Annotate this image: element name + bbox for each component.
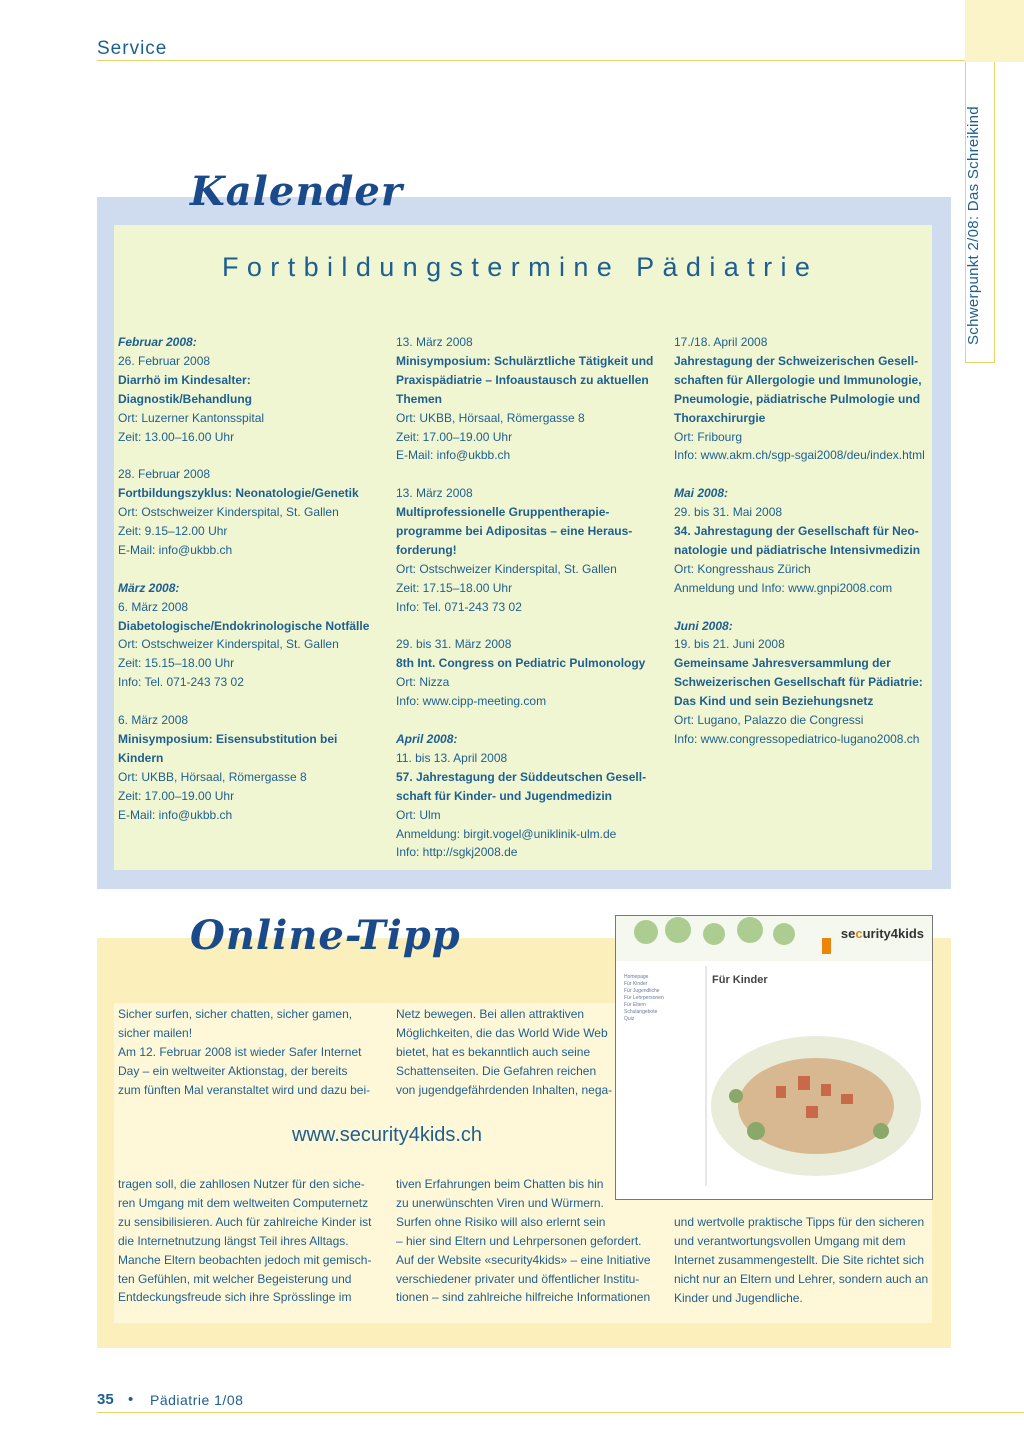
event-title-line: 34. Jahrestagung der Gesellschaft für Neo- (674, 524, 919, 539)
event-detail-line: Zeit: 17.00–19.00 Uhr (396, 429, 513, 444)
event-title-line: Gemeinsame Jahresversammlung der (674, 656, 891, 671)
event-title-line: Diabetologische/Endokrinologische Notfälle (118, 618, 370, 633)
text-line: Am 12. Februar 2008 ist wieder Safer Internet (118, 1044, 362, 1059)
event-detail-line: Zeit: 17.00–19.00 Uhr (118, 788, 235, 803)
text-line: bietet, hat es bekanntlich auch seine (396, 1044, 591, 1059)
text-line: und wertvolle praktische Tipps für den sicheren (674, 1215, 925, 1229)
event-detail-line: Ort: Ostschweizer Kinderspital, St. Gallen (118, 637, 339, 652)
text-line: zu unerwünschten Viren und Würmern. (396, 1195, 604, 1210)
screenshot-nav-item: Für Lehrpersonen (624, 995, 664, 1001)
event-detail-line: E-Mail: info@ukbb.ch (118, 542, 233, 557)
event-detail-line: Zeit: 17.15–18.00 Uhr (396, 580, 513, 595)
screenshot-nav-item: Quiz (624, 1016, 635, 1022)
online-body-col-2 (396, 1175, 651, 1307)
spacer (396, 617, 653, 636)
event-detail-line: Info: Tel. 071-243 73 02 (118, 675, 244, 690)
event-detail-line: 6. März 2008 (118, 599, 189, 614)
text-line: verschiedener privater und öffentlicher Institu- (396, 1271, 640, 1286)
event-title-line: Praxispädiatrie – Infoaustausch zu aktuellen (396, 372, 649, 387)
event-detail-line: Ort: Lugano, Palazzo die Congressi (674, 713, 864, 728)
event-detail-line: Ort: Kongresshaus Zürich (674, 561, 811, 576)
text-line: und verantwortungsvollen Umgang mit dem (674, 1233, 906, 1248)
event-detail-line: 13. März 2008 (396, 486, 473, 501)
calendar-column-2 (396, 333, 653, 862)
month-heading: März 2008: (118, 580, 180, 595)
event-detail-line: Anmeldung: birgit.vogel@uniklinik-ulm.de (396, 826, 617, 841)
text-line: tionen – sind zahlreiche hilfreiche Informationen (396, 1290, 651, 1305)
spacer (118, 560, 369, 579)
header-rule (97, 60, 1024, 61)
event-title-line: Diarrhö im Kindesalter: (118, 372, 251, 387)
text-line: Sicher surfen, sicher chatten, sicher gamen, (118, 1007, 353, 1021)
text-line: Manche Eltern beobachten jedoch mit gemisch- (118, 1252, 372, 1267)
text-line: Schattenseiten. Die Gefahren reichen (396, 1063, 597, 1078)
event-title-line: Thoraxchirurgie (674, 410, 766, 425)
spacer (118, 446, 369, 465)
screenshot-logo: security4kids (840, 926, 924, 941)
event-detail-line: Ort: Ostschweizer Kinderspital, St. Gallen (118, 505, 339, 520)
event-title-line: Diagnostik/Behandlung (118, 391, 253, 406)
event-title-line: Pneumologie, pädiatrische Pulmologie und (674, 391, 921, 406)
footer-bullet: • (128, 1391, 134, 1408)
month-heading: Juni 2008: (674, 618, 733, 633)
section-label: Service (97, 38, 168, 59)
screenshot-nav-item: Für Eltern (624, 1002, 646, 1008)
text-line: Netz bewegen. Bei allen attraktiven (396, 1007, 585, 1021)
text-line: ren Umgang mit dem weltweiten Computernetz (118, 1195, 369, 1210)
page-number: 35 (97, 1391, 114, 1408)
text-line: von jugendgefährdenden Inhalten, nega- (396, 1082, 613, 1097)
text-line: Kinder und Jugendliche. (674, 1290, 803, 1305)
text-line: Möglichkeiten, die das World Wide Web (396, 1025, 608, 1040)
event-detail-line: Ort: Ostschweizer Kinderspital, St. Gallen (396, 561, 617, 576)
kalender-subtitle: Fortbildungstermine Pädiatrie (222, 252, 819, 282)
event-detail-line: 29. bis 31. März 2008 (396, 637, 512, 652)
event-detail-line: E-Mail: info@ukbb.ch (118, 807, 233, 822)
kalender-title: Kalender (190, 168, 403, 215)
text-line: die Internetnutzung längst Teil ihres Alltags. (118, 1233, 349, 1248)
online-body-col-3 (674, 1213, 928, 1308)
event-detail-line: Info: www.congressopediatrico-lugano2008.ch (674, 732, 920, 746)
event-detail-line: 11. bis 13. April 2008 (396, 750, 508, 765)
screenshot-nav (624, 974, 704, 1023)
text-line: sicher mailen! (118, 1025, 193, 1040)
spacer (674, 598, 925, 617)
side-tab (965, 0, 1024, 62)
spacer (118, 692, 369, 711)
text-line: zu sensibilisieren. Auch für zahlreiche Kinder ist (118, 1214, 372, 1229)
website-screenshot (615, 915, 933, 1200)
event-title-line: Jahrestagung der Schweizerischen Gesell- (674, 353, 919, 368)
journal-name: Pädiatrie 1/08 (150, 1392, 244, 1408)
calendar-column-1 (118, 333, 369, 825)
event-detail-line: Info: Tel. 071-243 73 02 (396, 599, 522, 614)
event-detail-line: Info: http://sgkj2008.de (396, 845, 518, 860)
screenshot-heading: Für Kinder (712, 974, 768, 986)
event-detail-line: Zeit: 9.15–12.00 Uhr (118, 524, 228, 539)
event-detail-line: Info: www.akm.ch/sgp-sgai2008/deu/index.html (674, 448, 925, 463)
event-detail-line: 17./18. April 2008 (674, 335, 768, 349)
event-detail-line: 26. Februar 2008 (118, 353, 211, 368)
screenshot-nav-item: Homepage (624, 974, 649, 980)
event-detail-line: Ort: Luzerner Kantonsspital (118, 410, 265, 425)
text-line: Internet zusammengestellt. Die Site richtet sich (674, 1252, 925, 1267)
event-detail-line: 13. März 2008 (396, 335, 473, 349)
text-line: Auf der Website «security4kids» – eine Initiative (396, 1252, 651, 1267)
screenshot-nav-item: Schulangebote (624, 1009, 658, 1015)
spacer (674, 465, 925, 484)
event-title-line: natologie und pädiatrische Intensivmedizin (674, 542, 921, 557)
event-title-line: Kindern (118, 750, 164, 765)
month-heading: Februar 2008: (118, 335, 197, 349)
side-label: Schwerpunkt 2/08: Das Schreikind (965, 106, 982, 345)
online-title: Online-Tipp (190, 912, 461, 959)
event-detail-line: 28. Februar 2008 (118, 467, 211, 482)
event-detail-line: Ort: UKBB, Hörsaal, Römergasse 8 (118, 769, 307, 784)
event-detail-line: 19. bis 21. Juni 2008 (674, 637, 785, 652)
screenshot-nav-item: Für Jugendliche (624, 988, 660, 994)
screenshot-nav-item: Für Kinder (624, 981, 648, 987)
text-line: Entdeckungsfreude sich ihre Sprösslinge im (118, 1290, 352, 1305)
event-title-line: forderung! (396, 542, 457, 557)
event-detail-line: Zeit: 15.15–18.00 Uhr (118, 656, 235, 671)
event-detail-line: Ort: Fribourg (674, 429, 743, 444)
event-detail-line: Ort: Ulm (396, 807, 441, 822)
event-detail-line: E-Mail: info@ukbb.ch (396, 448, 511, 463)
month-heading: Mai 2008: (674, 486, 729, 501)
event-title-line: Multiprofessionelle Gruppentherapie- (396, 505, 610, 520)
text-line: tiven Erfahrungen beim Chatten bis hin (396, 1177, 604, 1191)
event-title-line: Schweizerischen Gesellschaft für Pädiatrie: (674, 675, 923, 690)
text-line: nicht nur an Eltern und Lehrer, sondern auch an (674, 1271, 929, 1286)
online-text-col-2 (396, 1005, 612, 1100)
spacer (396, 711, 653, 730)
event-detail-line: 6. März 2008 (118, 713, 189, 728)
text-line: zum fünften Mal veranstaltet wird und dazu bei- (118, 1082, 371, 1097)
event-title-line: Fortbildungszyklus: Neonatologie/Genetik (118, 486, 359, 501)
event-title-line: Themen (396, 391, 443, 406)
event-detail-line: Info: www.cipp-meeting.com (396, 694, 547, 709)
event-detail-line: 29. bis 31. Mai 2008 (674, 505, 783, 520)
text-line: Day – ein weltweiter Aktionstag, der bereits (118, 1063, 348, 1078)
month-heading: April 2008: (396, 731, 458, 746)
online-body-col-1 (118, 1175, 371, 1307)
event-title-line: 57. Jahrestagung der Süddeutschen Gesell- (396, 769, 647, 784)
screenshot-illustration (616, 916, 932, 1199)
event-title-line: Minisymposium: Eisensubstitution bei (118, 731, 338, 746)
event-title-line: Minisymposium: Schulärztliche Tätigkeit und (396, 353, 654, 368)
event-title-line: schaften für Allergologie und Immunologie, (674, 372, 922, 387)
text-line: tragen soll, die zahllosen Nutzer für den siche- (118, 1177, 365, 1191)
spacer (396, 465, 653, 484)
event-detail-line: Zeit: 13.00–16.00 Uhr (118, 429, 235, 444)
event-detail-line: Ort: Nizza (396, 675, 450, 690)
event-detail-line: Anmeldung und Info: www.gnpi2008.com (674, 580, 893, 595)
text-line: Surfen ohne Risiko will also erlernt sein (396, 1214, 606, 1229)
event-title-line: Das Kind und sein Beziehungsnetz (674, 694, 874, 709)
online-text-col-1 (118, 1005, 370, 1100)
event-title-line: programme bei Adipositas – eine Heraus- (396, 524, 633, 539)
footer-rule (97, 1412, 1024, 1413)
event-detail-line: Ort: UKBB, Hörsaal, Römergasse 8 (396, 410, 585, 425)
website-url[interactable]: www.security4kids.ch (292, 1124, 483, 1146)
calendar-column-3 (674, 333, 925, 749)
event-title-line: schaft für Kinder- und Jugendmedizin (396, 788, 613, 803)
event-title-line: 8th Int. Congress on Pediatric Pulmonology (396, 656, 646, 671)
text-line: – hier sind Eltern und Lehrpersonen gefordert. (396, 1233, 642, 1248)
text-line: ten Gefühlen, mit welcher Begeisterung und (118, 1271, 352, 1286)
